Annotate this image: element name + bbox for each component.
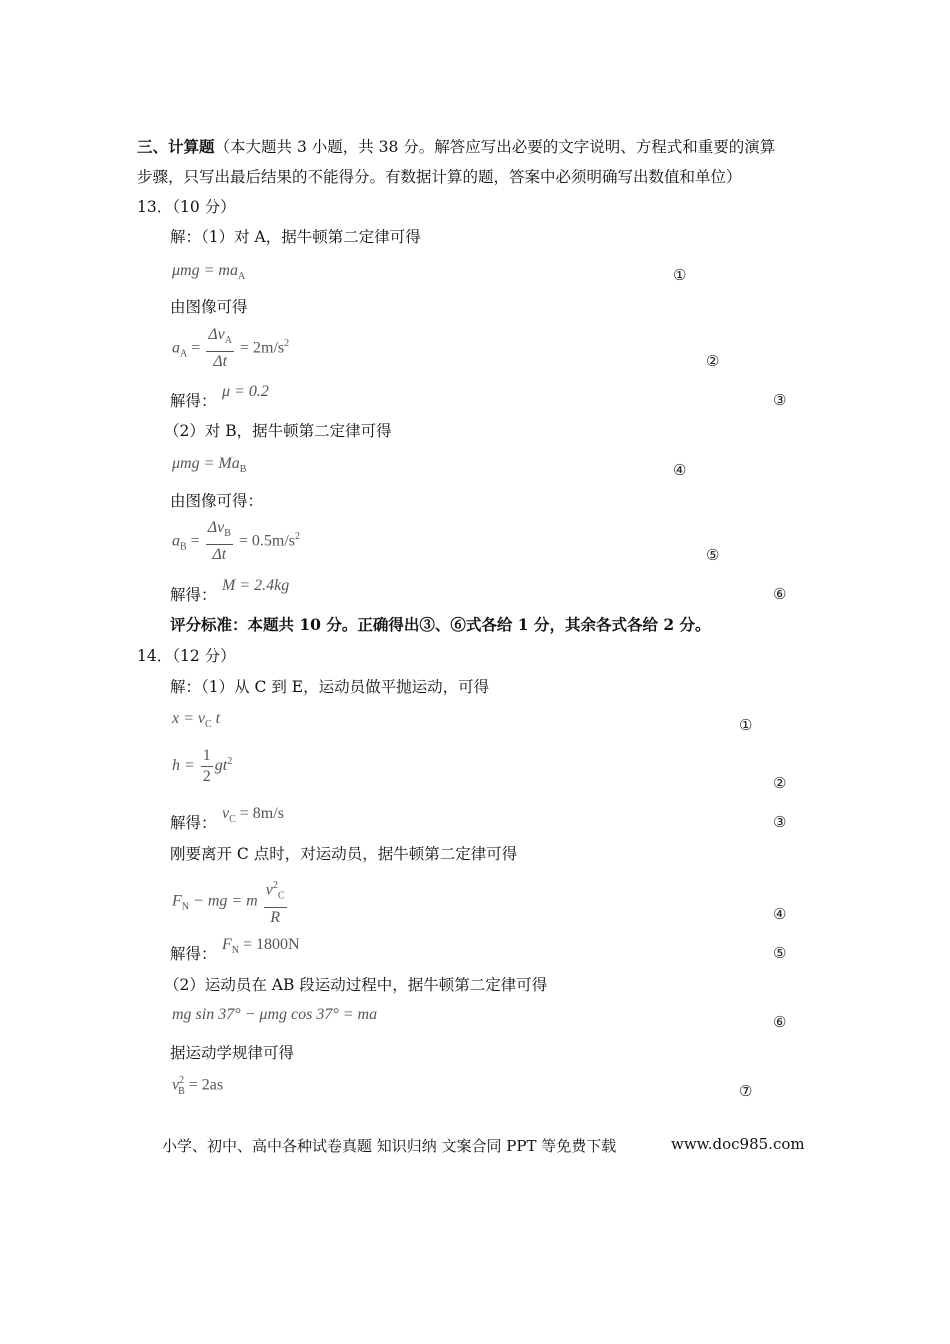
q14-eq4-numerator: v [265, 881, 273, 899]
q13-eq3-text: μ = 0.2 [222, 383, 269, 400]
q14-step2-intro: （2）运动员在 AB 段运动过程中，据牛顿第二定律可得 [164, 976, 548, 994]
q14-eq7-tail: = 2as [188, 1076, 224, 1094]
q13-eq2-rhs-sup: 2 [284, 337, 290, 349]
q14-eq3-text: v [222, 805, 230, 822]
q13-equation-6 [222, 577, 289, 595]
q14-eq2-numerator: 1 [201, 746, 213, 767]
q13-eq1-text: μmg = ma [172, 262, 238, 279]
q13-eq2-lhs-sub: A [180, 348, 188, 360]
q14-mark-2: ② [773, 774, 787, 792]
q14-eq1-tail: t [215, 710, 221, 727]
section-heading-line1 [137, 136, 775, 158]
section-intro-line2: 步骤，只写出最后结果的不能得分。有数据计算的题，答案中必须明确写出数值和单位） [137, 168, 742, 186]
q14-eq4-fraction [264, 876, 287, 928]
q13-step2-intro: （2）对 B，据牛顿第二定律可得 [164, 422, 392, 440]
q14-eq2-fraction [201, 746, 213, 787]
q13-eq1-sub: A [237, 271, 246, 283]
q14-kinematics: 据运动学规律可得 [170, 1044, 295, 1062]
q14-solve-2-label: 解得： [170, 945, 217, 963]
q14-eq4-mid: − mg = m [193, 892, 258, 910]
q14-eq2-denominator: 2 [202, 768, 211, 785]
q13-eq2-num-sub: A [224, 335, 232, 347]
footer-link[interactable]: www.doc985.com [671, 1135, 805, 1153]
q13-grading-standard: 评分标准：本题共 10 分。正确得出③、⑥式各给 1 分，其余各式各给 2 分。 [170, 615, 711, 634]
q14-equation-3 [222, 805, 284, 825]
q13-equation-2: $a_A$ = $\frac{\Delta v_A}{\Delta t}$ = $2m/s^2$ [172, 326, 290, 371]
q13-mark-1: ① [673, 266, 687, 284]
section-heading: 三、计算题 [137, 137, 215, 156]
q13-eq2-lhs: a [172, 339, 180, 357]
q13-from-graph-2: 由图像可得： [170, 492, 264, 510]
q13-eq4-text: μmg = Ma [172, 455, 240, 472]
q13-eq5-num-sub: B [224, 528, 231, 540]
q14-mark-4: ④ [773, 905, 787, 923]
q14-eq3-tail: = 8m/s [239, 805, 284, 822]
q13-eq5-fraction [206, 518, 233, 565]
q13-eq5-lhs-sub: B [180, 541, 187, 553]
q14-equation-6 [172, 1006, 377, 1024]
q14-equation-7 [172, 1075, 223, 1097]
q13-eq6-text: M = 2.4kg [222, 577, 290, 594]
q13-eq5-lhs: a [172, 532, 180, 550]
section-intro-line1: （本大题共 3 小题，共 38 分。解答应写出必要的文字说明、方程式和重要的演算 [214, 138, 776, 156]
q14-equation-2 [172, 746, 232, 787]
q13-eq5-rhs: = 0.5m/s [238, 532, 296, 550]
q14-solve-1-label: 解得： [170, 814, 217, 832]
q13-equation-4 [172, 455, 246, 475]
q13-eq2-rhs: = 2m/s [240, 339, 285, 357]
q13-mark-6: ⑥ [773, 585, 787, 603]
q13-title: 13．（10 分） [137, 198, 236, 216]
q14-eq7-sup: 2 [179, 1075, 185, 1086]
q14-eq5-tail: = 1800N [243, 936, 300, 953]
q14-eq4-lhs: F [172, 892, 182, 910]
q14-eq6-text: mg sin 37° − μmg cos 37° = ma [172, 1006, 378, 1023]
q13-step1-intro: 解：（1）对 A，据牛顿第二定律可得 [170, 228, 421, 246]
q14-title: 14．（12 分） [137, 647, 236, 665]
q14-eq4-lhs-sub: N [181, 901, 190, 913]
q14-eq4-num-sup: 2 [272, 880, 278, 891]
q14-eq2-lhs: h = [172, 757, 195, 775]
q13-mark-2: ② [706, 352, 720, 370]
q14-eq2-sup: 2 [227, 755, 233, 767]
q13-eq4-sub: B [239, 464, 247, 476]
footer-left: 小学、初中、高中各种试卷真题 知识归纳 文案合同 PPT 等免费下载 [162, 1137, 617, 1155]
q13-eq5-numerator: Δv [207, 519, 225, 536]
q14-eq5-text: F [222, 936, 232, 953]
q13-equation-5: $a_B$ = $\frac{\Delta v_B}{\Delta t}$ = $0.5m/s^2$ [172, 519, 301, 564]
q13-equation-1 [172, 262, 245, 282]
q14-eq4-num-sub: C [277, 890, 285, 902]
q13-mark-3: ③ [773, 391, 787, 409]
q13-eq2-numerator: Δv [208, 326, 225, 343]
q14-equation-4 [172, 876, 289, 928]
q14-eq1-text: x = v [172, 710, 205, 727]
q13-solve-1-label: 解得： [170, 392, 217, 410]
q13-eq5-denominator: Δt [212, 546, 227, 564]
q14-eq7-sub: B [178, 1085, 185, 1097]
q13-equation-3 [222, 383, 269, 401]
q14-eq5-sub: N [231, 945, 240, 957]
q14-mark-5: ⑤ [773, 944, 787, 962]
q14-eq1-sub: C [205, 719, 212, 731]
q14-mark-3: ③ [773, 813, 787, 831]
q13-eq2-denominator: Δt [213, 353, 228, 371]
q13-solve-2-label: 解得： [170, 586, 217, 604]
q14-mark-1: ① [739, 716, 753, 734]
q14-mark-7: ⑦ [739, 1082, 753, 1100]
q14-eq2-rhs: gt [214, 757, 228, 775]
q14-eq3-sub: C [229, 814, 236, 826]
q13-mark-5: ⑤ [706, 546, 720, 564]
q13-from-graph-1: 由图像可得 [170, 298, 248, 316]
q14-step1-intro: 解：（1）从 C 到 E，运动员做平抛运动，可得 [170, 678, 490, 696]
q14-equation-5 [222, 936, 300, 956]
q13-mark-4: ④ [673, 461, 687, 479]
q13-eq5-rhs-sup: 2 [295, 530, 301, 542]
q14-eq4-denominator: R [270, 908, 280, 926]
q13-eq2-fraction [206, 325, 234, 372]
q14-leave-c: 刚要离开 C 点时，对运动员，据牛顿第二定律可得 [170, 845, 518, 863]
q14-mark-6: ⑥ [773, 1013, 787, 1031]
q14-eq7-text: v [172, 1076, 180, 1094]
q14-equation-1 [172, 710, 220, 730]
